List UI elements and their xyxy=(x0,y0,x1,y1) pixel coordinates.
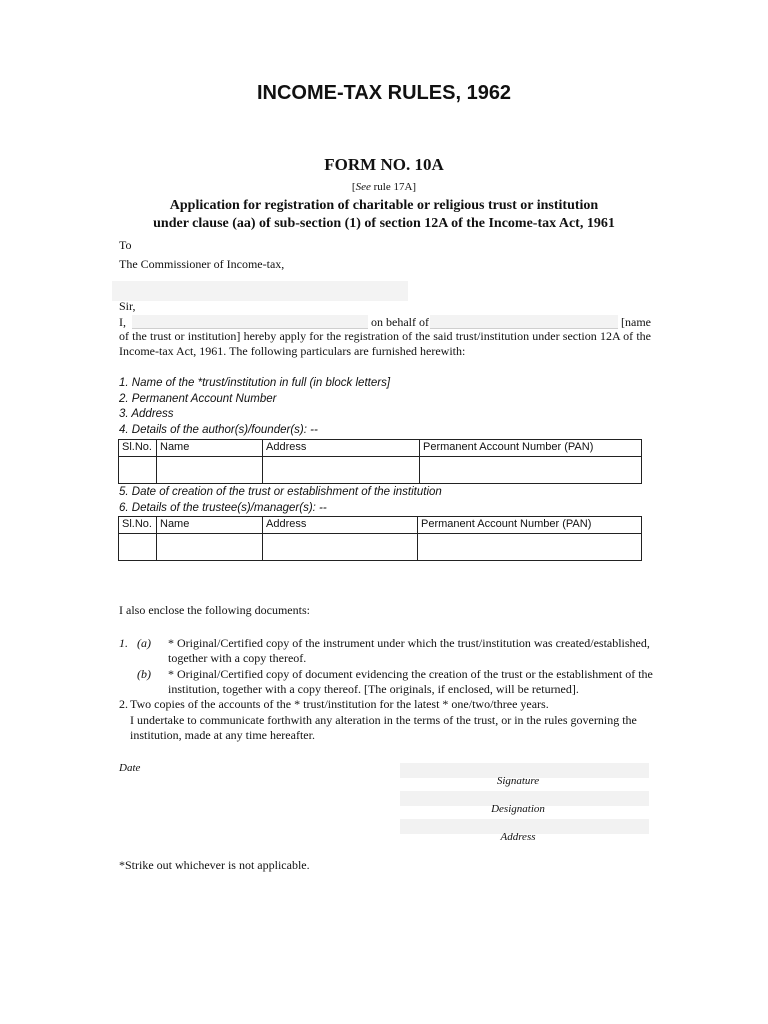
header-pan: Permanent Account Number (PAN) xyxy=(418,517,642,534)
rule-see-word: See xyxy=(355,181,371,193)
applicant-name-field[interactable] xyxy=(132,315,368,329)
date-label: Date xyxy=(119,762,141,774)
cell-pan[interactable] xyxy=(420,457,642,484)
heading-line-1: Application for registration of charitable or religious trust or institution xyxy=(169,198,599,213)
commissioner-line: The Commissioner of Income-tax, xyxy=(119,257,285,271)
heading-line-2: under clause (aa) of sub-section (1) of section 12A of the Income-tax Act, 1961 xyxy=(153,216,615,231)
documents-intro: I also enclose the following documents: xyxy=(119,603,310,617)
form-number: FORM NO. 10A xyxy=(324,155,444,174)
cell-slno[interactable] xyxy=(119,457,157,484)
particular-1: 1. Name of the *trust/institution in full (in block letters] xyxy=(119,377,391,389)
trust-name-field[interactable] xyxy=(430,315,618,329)
header-name: Name xyxy=(157,440,263,457)
form-heading xyxy=(110,197,658,233)
trustees-table xyxy=(118,516,642,561)
doc-item-2: Two copies of the accounts of the * trust/institution for the latest * one/two/three years. xyxy=(130,697,549,711)
table-row xyxy=(119,534,642,561)
header-slno: Sl.No. xyxy=(119,517,157,534)
table-row xyxy=(119,457,642,484)
doc-b-line-1: * Original/Certified copy of document evidencing the creation of the trust or the establishment of the xyxy=(168,667,653,681)
particular-5: 5. Date of creation of the trust or establishment of the institution xyxy=(119,486,442,498)
doc-a-label: (a) xyxy=(137,636,151,650)
cell-address[interactable] xyxy=(263,534,418,561)
cell-address[interactable] xyxy=(263,457,420,484)
rule-reference xyxy=(0,181,768,193)
particular-2: 2. Permanent Account Number xyxy=(119,393,277,405)
rule-text: rule 17A] xyxy=(370,181,417,193)
doc-number-1: 1. xyxy=(119,636,128,650)
table-header-row xyxy=(119,517,642,534)
doc-b-label: (b) xyxy=(137,667,151,681)
name-bracket-label: [name xyxy=(621,315,651,329)
undertaking-line-1: I undertake to communicate forthwith any alteration in the terms of the trust, or in the rules governing the xyxy=(130,713,637,727)
doc-b-line-2: institution, together with a copy thereof. [The originals, if enclosed, will be returned]. xyxy=(168,682,579,696)
address-label: Address xyxy=(500,831,536,843)
doc-number-2: 2. xyxy=(119,697,128,711)
particular-3: 3. Address xyxy=(119,408,174,420)
header-slno: Sl.No. xyxy=(119,440,157,457)
footnote: *Strike out whichever is not applicable. xyxy=(119,858,310,872)
header-pan: Permanent Account Number (PAN) xyxy=(420,440,642,457)
table-header-row xyxy=(119,440,642,457)
rule-open-bracket: [ xyxy=(351,181,356,193)
doc-a-line-2: together with a copy thereof. xyxy=(168,651,307,665)
cell-name[interactable] xyxy=(157,457,263,484)
founders-table xyxy=(118,439,642,484)
to-label: To xyxy=(119,238,132,252)
header-address: Address xyxy=(263,517,418,534)
particular-6: 6. Details of the trustee(s)/manager(s): -- xyxy=(119,502,327,514)
i-label: I, xyxy=(119,315,126,329)
cell-slno[interactable] xyxy=(119,534,157,561)
doc-a-line-1: * Original/Certified copy of the instrument under which the trust/institution was created/established, xyxy=(168,636,650,650)
undertaking-line-2: institution, made at any time hereafter. xyxy=(130,728,315,742)
designation-label: Designation xyxy=(491,803,545,815)
application-paragraph: of the trust or institution] hereby apply for the registration of the said trust/institution under section 12A of the Income-tax Act, 1961. The following particulars are furnished herewith: xyxy=(119,329,651,358)
signature-label: Signature xyxy=(496,775,540,787)
cell-pan[interactable] xyxy=(418,534,642,561)
commissioner-city-field[interactable] xyxy=(112,281,408,301)
salutation: Sir, xyxy=(119,299,136,313)
particular-4: 4. Details of the author(s)/founder(s): -- xyxy=(119,424,318,436)
on-behalf-label: on behalf of xyxy=(371,315,429,329)
header-name: Name xyxy=(157,517,263,534)
cell-name[interactable] xyxy=(157,534,263,561)
header-address: Address xyxy=(263,440,420,457)
main-title: INCOME-TAX RULES, 1962 xyxy=(256,82,512,104)
